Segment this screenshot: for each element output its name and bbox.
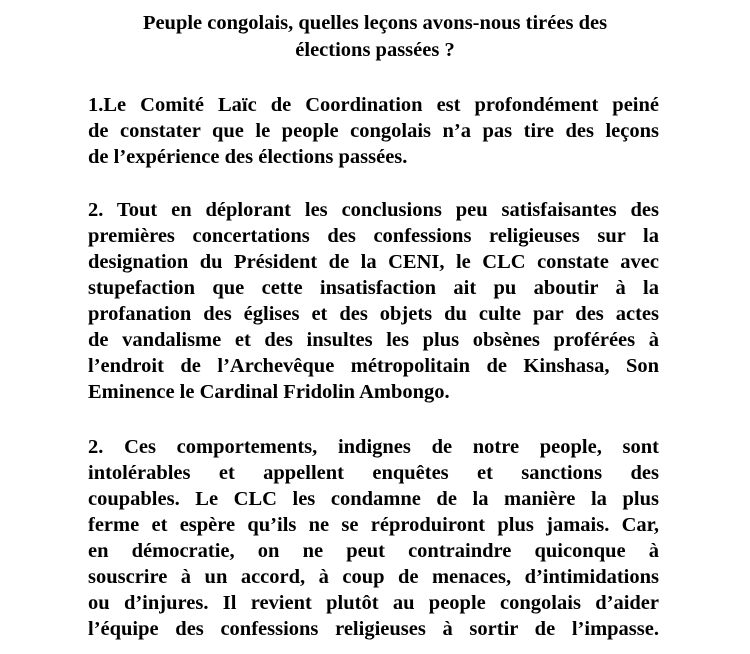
paragraph-2-line: de vandalisme et des insultes les plus obsènes proférées à [88,329,659,351]
paragraph-2-line: designation du Président de la CENI, le CLC constate avec [88,251,659,273]
paragraph-2-line: Eminence le Cardinal Fridolin Ambongo. [88,381,450,403]
title-line: élections passées ? [295,39,455,61]
paragraph-1-line: de constater que le people congolais n’a pas tire des leçons [88,120,659,142]
paragraph-3-line: ou d’injures. Il revient plutôt au people congolais d’aider [88,592,659,614]
paragraph-3-line: intolérables et appellent enquêtes et sanctions des [88,462,659,484]
paragraph-2-line: l’endroit de l’Archevêque métropolitain de Kinshasa, Son [88,355,659,377]
paragraph-3-line: l’équipe des confessions religieuses à sortir de l’impasse. [88,618,659,640]
paragraph-2-line: 2. Tout en déplorant les conclusions peu satisfaisantes des [88,199,659,221]
paragraph-2-line: profanation des églises et des objets du culte par des actes [88,303,659,325]
paragraph-2-line: stupefaction que cette insatisfaction ait pu aboutir à la [88,277,659,299]
paragraph-1-line: 1.Le Comité Laïc de Coordination est profondément peiné [88,94,659,116]
title-line: Peuple congolais, quelles leçons avons-nous tirées des [142,12,608,34]
paragraph-3-line: 2. Ces comportements, indignes de notre people, sont [88,436,659,458]
paragraph-3-line: ferme et espère qu’ils ne se réproduiront plus jamais. Car, [88,514,659,536]
paragraph-3-line: souscrire à un accord, à coup de menaces, d’intimidations [88,566,659,588]
paragraph-3-line: coupables. Le CLC les condamne de la manière la plus [88,488,659,510]
paragraph-3-line: en démocratie, on ne peut contraindre quiconque à [88,540,659,562]
paragraph-1-line: de l’expérience des élections passées. [88,146,408,168]
paragraph-2-line: premières concertations des confessions religieuses sur la [88,225,659,247]
document-title [60,10,690,64]
